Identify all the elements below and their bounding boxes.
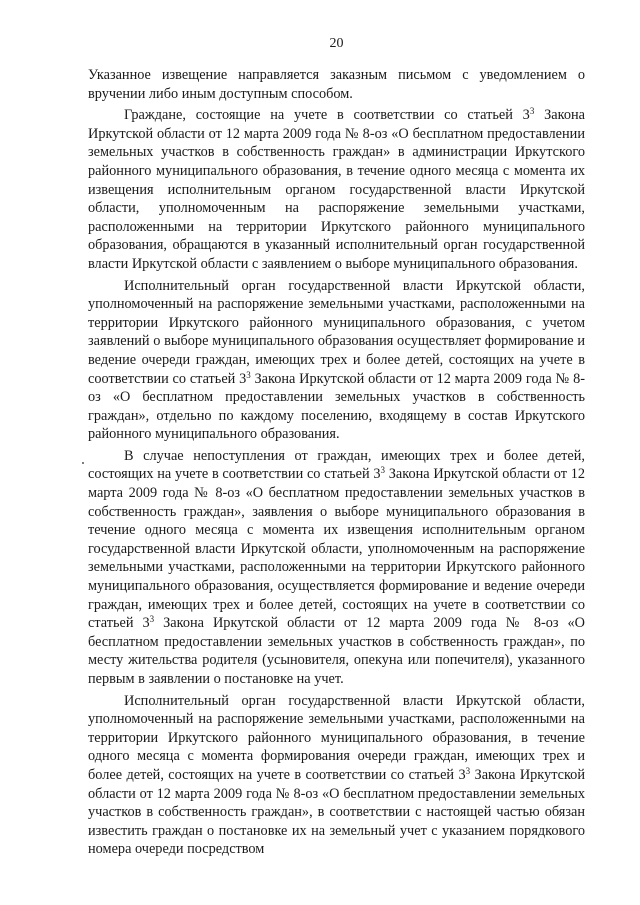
article-superscript: 3	[246, 369, 251, 380]
paragraph-text: Исполнительный орган государственной власти Иркутской области, уполномоченный на распоряжение земельными участками, расположенными на территории Иркутского районного муниципального образования, в течение одного месяца с момента формирования очереди граждан, имеющих трех и более детей, состоящих на учете в соответствии со статьей 3	[88, 692, 585, 783]
page-number: 20	[329, 36, 344, 51]
article-superscript: 3	[529, 106, 535, 117]
article-superscript: 3	[465, 765, 471, 776]
paragraph-notification-duty	[88, 692, 585, 859]
paragraph-queue-formation	[88, 277, 585, 444]
paragraph-text: Закона Иркутской области от 12 марта 2009 года № 8-оз «О бесплатном предоставлении земельных участков в собственность граждан», заявления о выборе муниципального образования в течение одного месяца с момента их извещения исполнительным органом государственной власти Иркутской области, уполномоченным на распоряжение земельными участками, расположенными на территории Иркутского районного муниципального образования, осуществляется формирование и ведение очереди граждан, имеющих трех и более детей, состоящих на учете в соответствии со статьей 3	[88, 466, 585, 632]
article-superscript: 3	[149, 614, 155, 625]
paragraph-text: Закона Иркутской области от 12 марта 2009 года № 8-оз «О бесплатном предоставлении земельных участков в собственность граждан» в администрации Иркутского районного муниципального образования, в течение одного месяца с момента их извещения исполнительным органом государственной власти Иркутской области, уполномоченным на распоряжение земельными участками, расположенными на территории Иркутского районного муниципального образования, обращаются в указанный исполнительный орган государственной власти Иркутской области с заявлением о выборе муниципального образования.	[88, 107, 585, 272]
paragraph-text: Исполнительный орган государственной власти Иркутской области, уполномоченный на распоряжение земельными участками, расположенными на территории Иркутского районного муниципального образования, с учетом заявлений о выборе муниципального образования осуществляет формирование и ведение очереди граждан, имеющих трех и более детей, состоящих на учете в соответствии со статьей 3	[88, 277, 585, 387]
paragraph-no-application	[88, 447, 585, 689]
paragraph-text: В случае непоступления от граждан, имеющих трех и более детей, состоящих на учете в соответствии со статьей 3	[88, 447, 585, 483]
article-superscript: 3	[380, 465, 386, 476]
paragraph-text: Граждане, состоящие на учете в соответствии со статьей 3	[124, 107, 530, 124]
paragraph-text: Закона Иркутской области от 12 марта 2009 года № 8-оз «О бесплатном предоставлении земельных участков в собственность граждан», в соответствии с настоящей частью обязан известить граждан о постановке их на земельный учет с указанием порядкового номера очереди посредством	[88, 766, 585, 858]
scan-speck	[82, 462, 84, 464]
paragraph-text: Закона Иркутской области от 12 марта 2009 года № 8-оз «О бесплатном предоставлении земельных участков в собственность граждан», отдельно по каждому поселению, входящему в состав Иркутского районного муниципального образования.	[88, 370, 585, 443]
paragraph-notice-delivery: Указанное извещение направляется заказным письмом с уведомлением о вручении либо иным доступным способом.	[88, 67, 585, 102]
paragraph-text: Закона Иркутской области от 12 марта 2009 года № 8-оз «О бесплатном предоставлении земельных участков в собственность граждан», по месту жительства родителя (усыновителя, опекуна или попечителя), указанного первым в заявлении о постановке на учет.	[88, 615, 585, 687]
paragraph-citizens-apply	[88, 106, 585, 273]
